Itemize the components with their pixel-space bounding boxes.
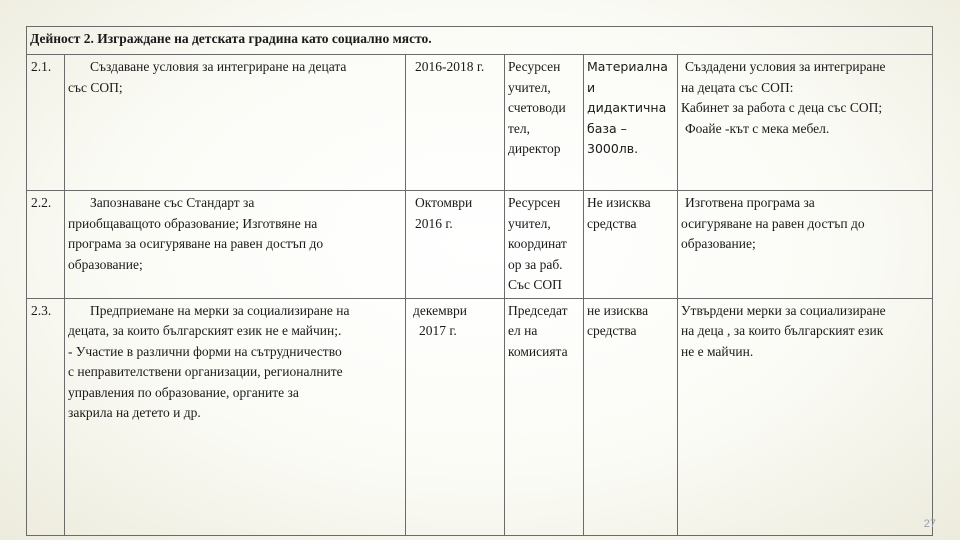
activity-line: децата, за които българският език не е майчин;. [68, 323, 342, 338]
resources-cell [584, 298, 678, 536]
activity-line: Създаване условия за интегриране на децата [90, 59, 347, 74]
activity-line: с неправителствени организации, регионалните [68, 364, 343, 379]
result-cell [678, 55, 933, 191]
activity-line: Предприемане на мерки за социализиране на [90, 302, 350, 318]
result-line: Създадени условия за интегриране [685, 59, 886, 74]
responsible-line: счетоводи [508, 100, 566, 115]
activity-cell [65, 191, 406, 299]
responsible-line: учител, [508, 79, 551, 95]
activity-line: управления по образование, органите за [68, 384, 299, 400]
activity-line: със СОП; [68, 79, 123, 95]
result-line: на децата със СОП: [681, 79, 794, 95]
resources-line: Не изисква [587, 195, 651, 210]
result-line: Утвърдени мерки за социализиране [681, 302, 886, 318]
responsible-cell [505, 298, 584, 536]
term-line: 2016 г. [415, 215, 453, 231]
responsible-line: ор за раб. [508, 256, 563, 272]
responsible-line: директор [508, 141, 561, 156]
activity-line: приобщаващото образование; Изготвяне на [68, 215, 318, 231]
term-line: 2017 г. [419, 323, 457, 338]
result-line: Фоайе -кът с мека мебел. [685, 120, 830, 136]
result-line: осигуряване на равен достъп до [681, 215, 865, 231]
resources-line: средства [587, 215, 637, 231]
activity-line: образование; [68, 256, 143, 272]
term-line: 2016-2018 г. [415, 59, 485, 74]
resources-cell [584, 191, 678, 299]
term-cell [406, 55, 505, 191]
activity-line: - Участие в различни форми на сътрудничество [68, 343, 342, 359]
result-line: Изготвена програма за [685, 195, 815, 210]
responsible-line: Със СОП [508, 277, 562, 292]
responsible-line: тел, [508, 120, 531, 136]
responsible-cell [505, 191, 584, 299]
responsible-line: учител, [508, 215, 551, 231]
responsible-line: Ресурсен [508, 195, 561, 210]
activity-line: закрила на детето и др. [68, 405, 201, 420]
activity-line: програма за осигуряване на равен достъп до [68, 236, 324, 251]
activity-cell [65, 55, 406, 191]
responsible-line: комисията [508, 343, 568, 359]
result-cell [678, 191, 933, 299]
row-number: 2.1. [27, 55, 65, 191]
resources-line: не изисква [587, 302, 649, 318]
resources-line: база – [587, 120, 627, 136]
resources-line: дидактична [587, 100, 667, 115]
responsible-cell [505, 55, 584, 191]
row-number: 2.2. [27, 191, 65, 299]
resources-cell [584, 55, 678, 191]
term-line: Октомври [415, 195, 473, 210]
activity-table [26, 26, 933, 536]
term-cell [406, 191, 505, 299]
resources-line: 3000лв. [587, 141, 639, 156]
row-number: 2.3. [27, 298, 65, 536]
result-line: Кабинет за работа с деца със СОП; [681, 100, 883, 115]
table-row [27, 55, 933, 191]
result-line: не е майчин. [681, 343, 754, 359]
responsible-line: Председат [508, 302, 568, 318]
table-row [27, 298, 933, 536]
result-line: на деца , за които българският език [681, 323, 884, 338]
responsible-line: ел на [508, 323, 538, 338]
result-cell [678, 298, 933, 536]
term-line: декември [413, 302, 467, 318]
activity-cell [65, 298, 406, 536]
term-cell [406, 298, 505, 536]
page-number: 27 [923, 518, 936, 530]
responsible-line: координат [508, 236, 567, 251]
activity-line: Запознаване със Стандарт за [90, 195, 255, 210]
result-line: образование; [681, 236, 756, 251]
resources-line: Материална [587, 59, 668, 74]
resources-line: средства [587, 323, 637, 338]
table-row [27, 191, 933, 299]
responsible-line: Ресурсен [508, 59, 561, 74]
resources-line: и [587, 79, 596, 95]
table-title: Дейност 2. Изграждане на детската градина като социално място. [27, 27, 933, 55]
